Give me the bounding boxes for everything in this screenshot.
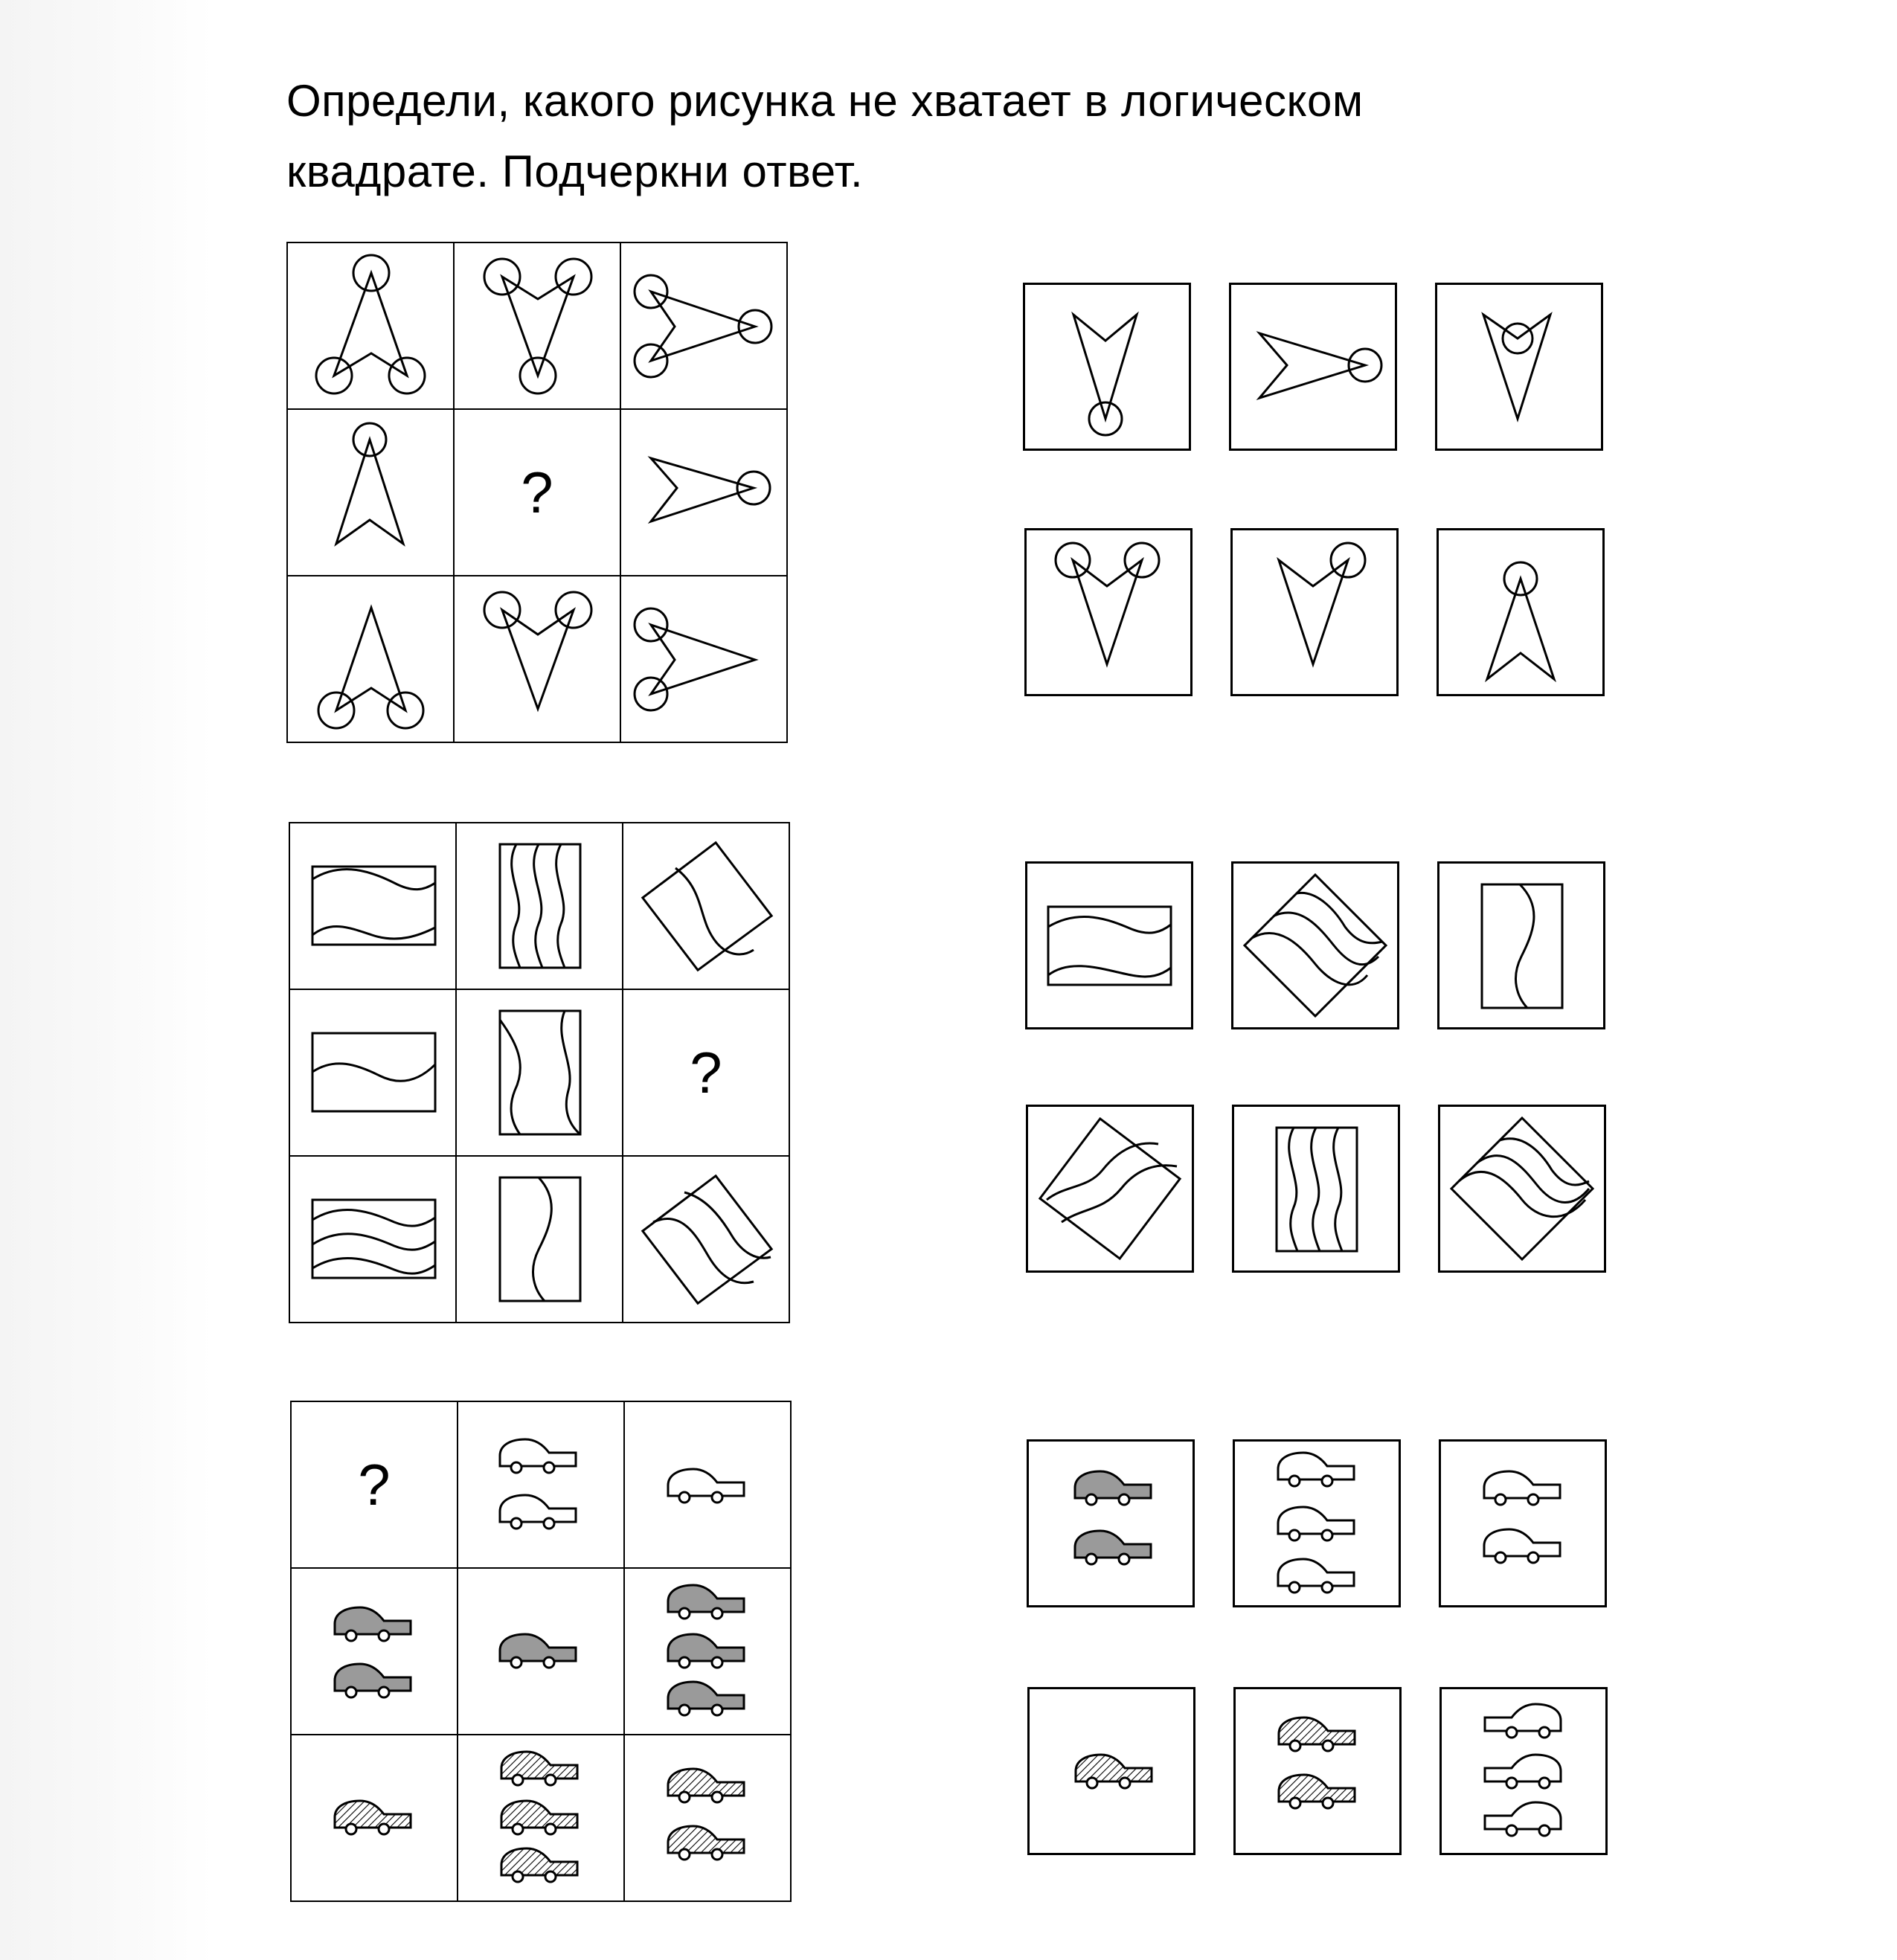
two-white-cars-icon bbox=[1441, 1442, 1605, 1605]
arrow-right-two-arms-icon bbox=[621, 576, 786, 742]
waves-option-3[interactable] bbox=[1437, 861, 1605, 1029]
rect-horizontal-three-waves-icon bbox=[290, 1157, 455, 1322]
arrows-option-2[interactable] bbox=[1229, 283, 1397, 451]
arrows-cell-missing bbox=[455, 410, 620, 575]
arrows-option-4[interactable] bbox=[1024, 528, 1193, 696]
arrow-right-two-arms-one-tip-icon bbox=[621, 243, 786, 408]
question-mark: ? bbox=[521, 459, 553, 525]
waves-option-4[interactable] bbox=[1026, 1105, 1194, 1273]
waves-cell-1 bbox=[290, 823, 455, 989]
arrows-cell-2 bbox=[455, 243, 620, 408]
arrow-up-two-feet-plain-icon bbox=[288, 576, 453, 742]
arrow-up-two-feet-icon bbox=[288, 243, 453, 408]
waves-cell-5 bbox=[457, 990, 622, 1155]
cars-cell-7 bbox=[292, 1735, 457, 1900]
arrows-cell-3 bbox=[621, 243, 786, 408]
arrows-cell-7 bbox=[288, 576, 453, 742]
waves-cell-3 bbox=[623, 823, 789, 989]
waves-cell-8 bbox=[457, 1157, 622, 1322]
question-mark: ? bbox=[358, 1451, 391, 1517]
arrows-cell-6 bbox=[621, 410, 786, 575]
cars-cell-2 bbox=[458, 1402, 623, 1567]
diamond-three-waves-icon bbox=[1233, 864, 1397, 1027]
arrows-cell-8 bbox=[455, 576, 620, 742]
waves-option-6[interactable] bbox=[1438, 1105, 1606, 1273]
waves-cell-9 bbox=[623, 1157, 789, 1322]
two-hatched-cars-icon bbox=[1236, 1689, 1399, 1853]
arrow-down-two-arms-icon bbox=[1027, 530, 1190, 694]
rect-horizontal-one-wave-icon bbox=[290, 823, 455, 989]
logic-square-arrows bbox=[286, 242, 788, 743]
logic-square-cars bbox=[290, 1401, 792, 1902]
waves-option-2[interactable] bbox=[1231, 861, 1399, 1029]
waves-cell-7 bbox=[290, 1157, 455, 1322]
waves-cell-missing bbox=[623, 990, 789, 1155]
question-mark: ? bbox=[690, 1039, 722, 1105]
arrow-down-two-arms-icon bbox=[455, 576, 620, 742]
cars-option-4[interactable] bbox=[1027, 1687, 1195, 1855]
diamond-two-waves-icon bbox=[1028, 1107, 1192, 1270]
arrow-up-one-tip-icon bbox=[288, 410, 453, 575]
two-gray-cars-icon bbox=[1029, 1442, 1193, 1605]
cars-option-5[interactable] bbox=[1233, 1687, 1402, 1855]
arrow-down-inner-circle-icon bbox=[1437, 285, 1601, 449]
cars-cell-missing bbox=[292, 1402, 457, 1567]
arrow-down-one-arm-icon bbox=[1233, 530, 1396, 694]
waves-option-1[interactable] bbox=[1025, 861, 1193, 1029]
gray-car-icon bbox=[458, 1569, 623, 1734]
three-hatched-cars-icon bbox=[458, 1735, 623, 1900]
rect-vertical-three-waves-icon bbox=[1234, 1107, 1398, 1270]
rect-horizontal-two-waves-icon bbox=[1027, 864, 1191, 1027]
waves-cell-4 bbox=[290, 990, 455, 1155]
cars-option-6[interactable] bbox=[1439, 1687, 1608, 1855]
rect-vertical-one-wave-icon bbox=[1439, 864, 1603, 1027]
cars-cell-6 bbox=[625, 1569, 790, 1734]
cars-cell-9 bbox=[625, 1735, 790, 1900]
diamond-two-waves-icon bbox=[623, 1157, 789, 1322]
waves-option-5[interactable] bbox=[1232, 1105, 1400, 1273]
arrow-down-one-tip-icon bbox=[1025, 285, 1189, 449]
cars-option-1[interactable] bbox=[1027, 1439, 1195, 1607]
diamond-three-waves-icon bbox=[1440, 1107, 1604, 1270]
waves-cell-2 bbox=[457, 823, 622, 989]
rect-vertical-two-waves-icon bbox=[457, 990, 622, 1155]
cars-cell-8 bbox=[458, 1735, 623, 1900]
hatched-car-icon bbox=[1030, 1689, 1193, 1853]
logic-square-waves bbox=[289, 822, 790, 1323]
two-hatched-cars-icon bbox=[625, 1735, 790, 1900]
two-gray-cars-icon bbox=[292, 1569, 457, 1734]
cars-option-3[interactable] bbox=[1439, 1439, 1607, 1607]
three-white-cars-flipped-icon bbox=[1442, 1689, 1605, 1853]
arrows-option-6[interactable] bbox=[1437, 528, 1605, 696]
arrows-cell-9 bbox=[621, 576, 786, 742]
cars-cell-4 bbox=[292, 1569, 457, 1734]
rect-vertical-three-waves-icon bbox=[457, 823, 622, 989]
hatched-car-icon bbox=[292, 1735, 457, 1900]
cars-cell-5 bbox=[458, 1569, 623, 1734]
three-gray-cars-icon bbox=[625, 1569, 790, 1734]
arrow-right-one-tip-icon bbox=[1231, 285, 1395, 449]
rect-horizontal-wave-icon bbox=[290, 990, 455, 1155]
page-margin-shade bbox=[0, 0, 212, 1960]
rect-vertical-one-wave-icon bbox=[457, 1157, 622, 1322]
arrows-cell-4 bbox=[288, 410, 453, 575]
arrows-option-5[interactable] bbox=[1230, 528, 1399, 696]
arrow-right-one-tip-icon bbox=[621, 410, 786, 575]
three-white-cars-icon bbox=[1235, 1442, 1399, 1605]
diamond-one-wave-icon bbox=[623, 823, 789, 989]
task-instruction bbox=[286, 65, 1599, 207]
arrows-cell-1 bbox=[288, 243, 453, 408]
two-white-cars-icon bbox=[458, 1402, 623, 1567]
instruction-line-2: квадрате. Подчеркни ответ. bbox=[286, 147, 864, 196]
white-car-icon bbox=[625, 1402, 790, 1567]
arrow-up-one-tip-icon bbox=[1439, 530, 1602, 694]
instruction-line-1: Определи, какого рисунка не хватает в логическом bbox=[286, 76, 1364, 126]
arrows-option-3[interactable] bbox=[1435, 283, 1603, 451]
cars-cell-3 bbox=[625, 1402, 790, 1567]
arrow-down-two-arms-one-tip-icon bbox=[455, 243, 620, 408]
cars-option-2[interactable] bbox=[1233, 1439, 1401, 1607]
arrows-option-1[interactable] bbox=[1023, 283, 1191, 451]
